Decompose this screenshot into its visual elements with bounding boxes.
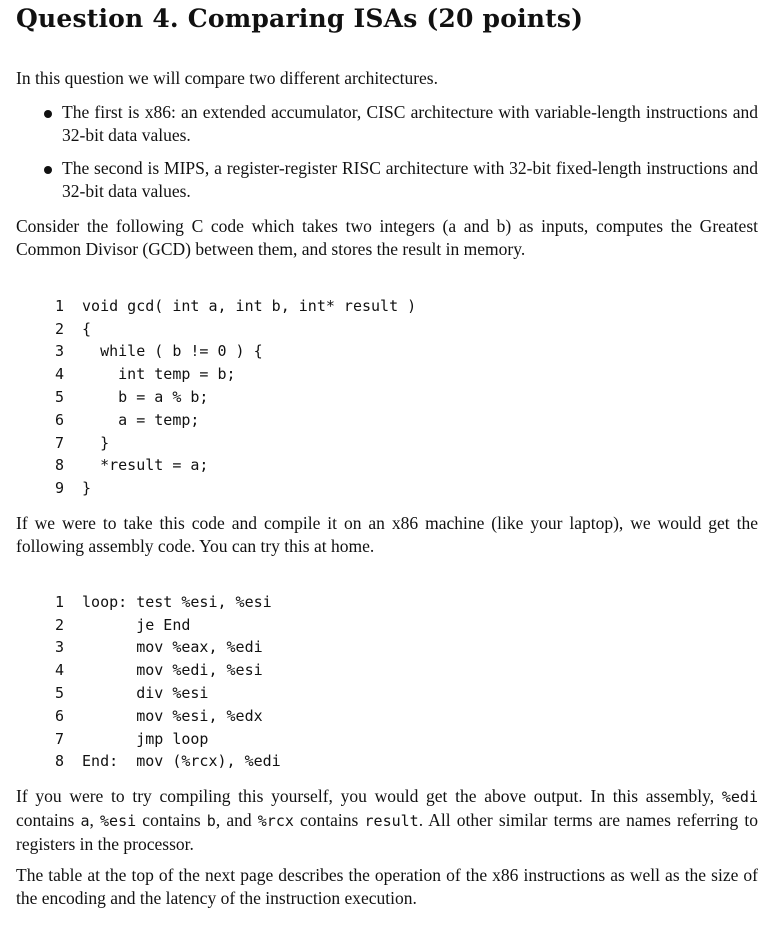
- question-title: Question 4. Comparing ISAs (20 points): [16, 4, 584, 33]
- code-line: 1 loop: test %esi, %esi: [55, 592, 272, 611]
- c-code-intro: Consider the following C code which takes two integers (a and b) as inputs, computes the Greatest Common Divisor (GCD) between them, and stores the result in memory.: [16, 216, 758, 259]
- code-line: 9 }: [55, 479, 92, 498]
- code-line: 4 mov %edi, %esi: [55, 661, 263, 680]
- code-line: 7 jmp loop: [55, 729, 209, 748]
- code-line: 6 a = temp;: [55, 410, 200, 429]
- table-intro: The table at the top of the next page describes the operation of the x86 instructions as well as the size of the encoding and the latency of the instruction execution.: [16, 865, 758, 908]
- bullet-x86: The first is x86: an extended accumulator, CISC architecture with variable-length instructions and 32-bit data values.: [62, 102, 758, 145]
- code-line: 5 div %esi: [55, 683, 209, 702]
- c-code-listing: [55, 272, 416, 546]
- bullet-dot-1: [44, 110, 52, 118]
- bullet-mips: The second is MIPS, a register-register RISC architecture with 32-bit fixed-length instructions and 32-bit data values.: [62, 158, 758, 201]
- code-line: 5 b = a % b;: [55, 387, 209, 406]
- code-line: 1 void gcd( int a, int b, int* result ): [55, 296, 417, 315]
- code-line: 7 }: [55, 433, 110, 452]
- intro-paragraph: In this question we will compare two different architectures.: [16, 68, 438, 88]
- asm-intro: If we were to take this code and compile it on an x86 machine (like your laptop), we would get the following assembly code. You can try this at home.: [16, 513, 758, 556]
- code-line: 3 mov %eax, %edi: [55, 638, 263, 657]
- register-explanation: If you were to try compiling this yourself, you would get the above output. In this assembly, %edi contains a, %esi contains b, and %rcx contains result. All other similar terms are names referring to registers in the processor.: [16, 786, 758, 854]
- code-line: 8 *result = a;: [55, 456, 209, 475]
- code-line: 3 while ( b != 0 ) {: [55, 342, 263, 361]
- asm-code-listing: [55, 568, 281, 819]
- code-line: 2 je End: [55, 615, 191, 634]
- code-line: 4 int temp = b;: [55, 365, 236, 384]
- bullet-dot-2: [44, 166, 52, 174]
- code-line: 8 End: mov (%rcx), %edi: [55, 752, 281, 771]
- code-line: 2 {: [55, 319, 92, 338]
- code-line: 6 mov %esi, %edx: [55, 706, 263, 725]
